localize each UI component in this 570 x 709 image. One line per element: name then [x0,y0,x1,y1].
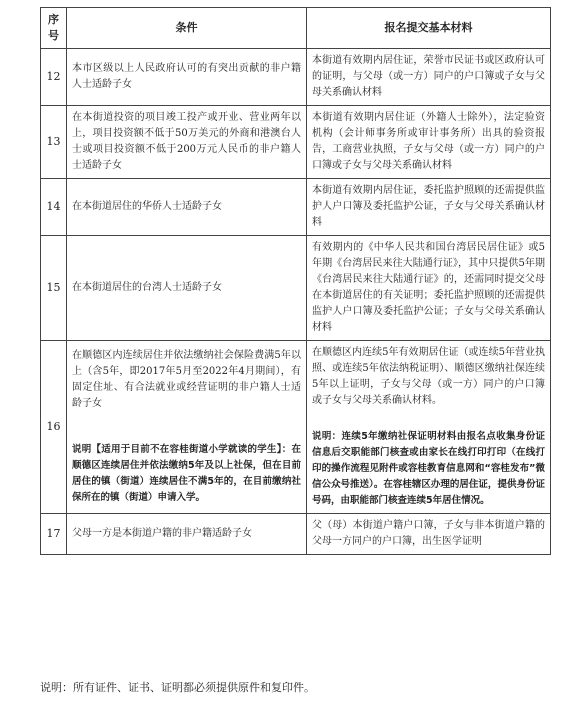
row-number: 13 [41,106,67,179]
row-condition: 在顺德区内连续居住并依法缴纳社会保险费满5年以上（含5年，即2017年5月至2022年4月期间），有固定住址、有合法就业或经营证明的非户籍人士适龄子女 [72,350,301,409]
table-row [41,514,551,555]
table-row [41,179,551,236]
table-row [41,49,551,106]
row-materials: 有效期内的《中华人民共和国台湾居民居住证》或5年期《台湾居民来往大陆通行证》，其中只提供5年期《台湾居民来往大陆通行证》的，还需同时提交父母在本街道居住的有关证明；委托监护照顾的还需提供监护人户口簿及委托监护公证；子女与父母关系确认材料 [307,236,551,341]
row-number: 17 [41,514,67,555]
table-header-row [41,8,551,49]
table-row [41,236,551,341]
row-materials-note: 说明：连续5年缴纳社保证明材料由报名点收集身份证信息后交职能部门核查或由家长在线打印打印（在线打印的操作流程见附件或容桂教育信息网和“容桂发布”微信公众号推送）。在容桂辖区办理的居住证，提供身份证号码，由职能部门核查连续5年居住情况。 [312,431,545,506]
row-number: 12 [41,49,67,106]
row-condition: 在本街道居住的华侨人士适龄子女 [67,179,307,236]
row-condition-note: 说明【适用于目前不在容桂街道小学就读的学生】：在顺德区连续居住并依法缴纳5年及以上社保，但在目前居住的镇（街道）连续居住不满5年的，在目前缴纳社保所在的镇（街道）申请入学。 [72,444,301,503]
row-condition-cell [67,341,307,514]
row-condition: 父母一方是本街道户籍的非户籍适龄子女 [67,514,307,555]
footnote: 说明：所有证件、证书、证明都必须提供原件和复印件。 [40,681,315,694]
row-condition: 在本街道居住的台湾人士适龄子女 [67,236,307,341]
header-condition: 条件 [67,8,307,49]
row-materials: 父（母）本街道户籍户口簿，子女与非本街道户籍的父母一方同户的户口簿，出生医学证明 [307,514,551,555]
row-number: 14 [41,179,67,236]
row-condition: 本市区级以上人民政府认可的有突出贡献的非户籍人士适龄子女 [67,49,307,106]
row-materials-cell [307,341,551,514]
spacer [312,409,545,429]
row-number: 15 [41,236,67,341]
row-materials: 在顺德区内连续5年有效期居住证（或连续5年营业执照、或连续5年依法纳税证明）、顺德区缴纳社保连续5年以上证明，子女与父母（或一方）同户的户口簿或子女与父母关系确认材料。 [312,347,545,406]
row-materials: 本街道有效期内居住证（外籍人士除外），法定验资机构（会计师事务所或审计事务所）出具的验资报告，工商营业执照，子女与父母（或一方）同户的户口簿或子女与父母关系确认材料 [307,106,551,179]
row-number: 16 [41,341,67,514]
table-row [41,106,551,179]
spacer [72,412,301,442]
table-row [41,341,551,514]
row-condition: 在本街道投资的项目竣工投产或开业、营业两年以上，项目投资额不低于50万美元的外商和港澳台人士或项目投资额不低于200万元人民币的非户籍人士适龄子女 [67,106,307,179]
requirements-table [40,7,551,555]
header-materials: 报名提交基本材料 [307,8,551,49]
row-materials: 本街道有效期内居住证，荣誉市民证书或区政府认可的证明，与父母（或一方）同户的户口簿或子女与父母关系确认材料 [307,49,551,106]
header-no: 序号 [41,8,67,49]
row-materials: 本街道有效期内居住证，委托监护照顾的还需提供监护人户口簿及委托监护公证，子女与父母关系确认材料 [307,179,551,236]
